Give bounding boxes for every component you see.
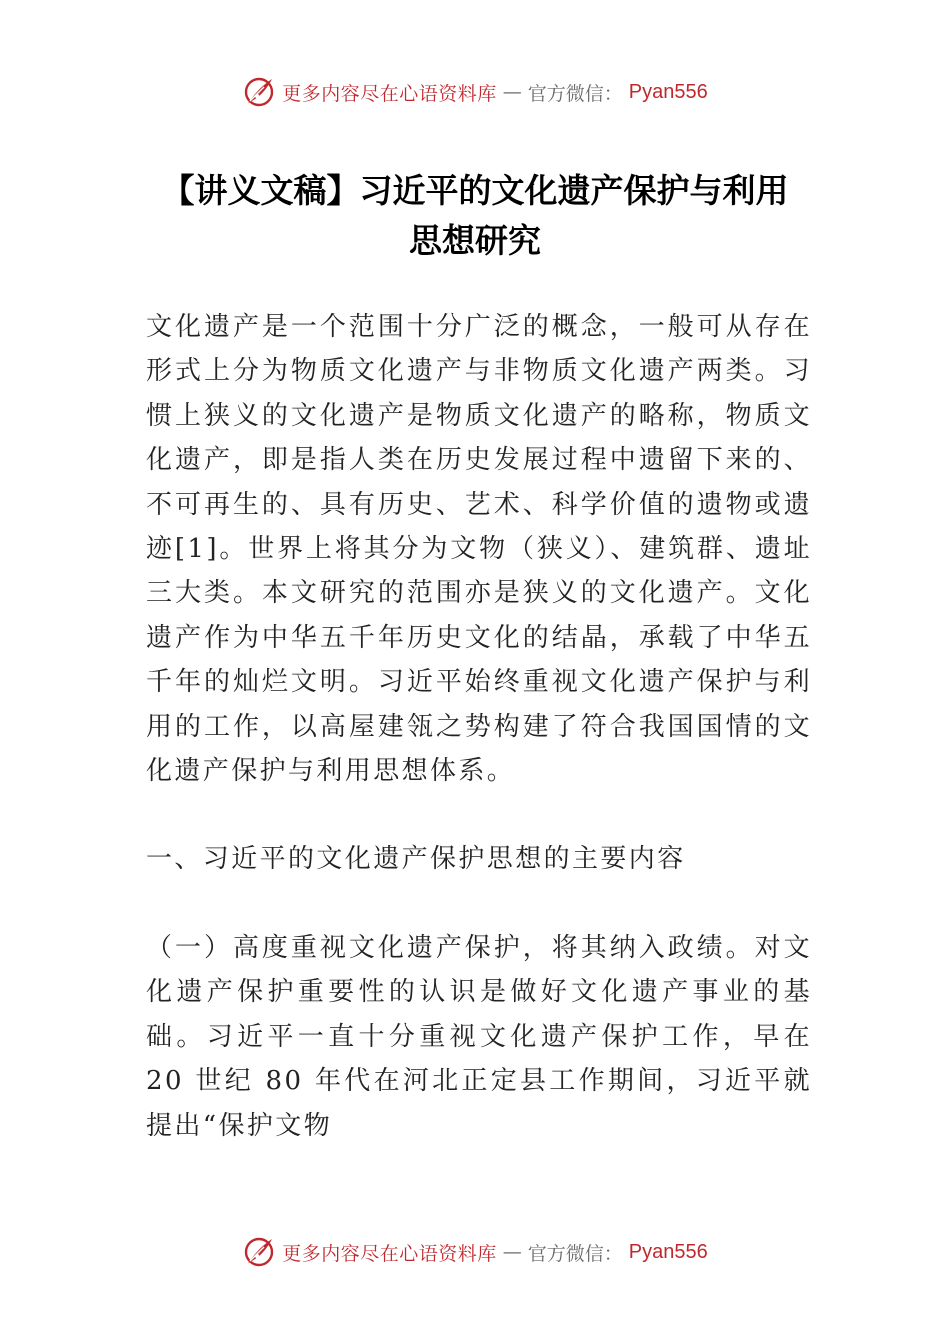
document-body	[146, 305, 812, 1148]
banner-wechat-id: Pyan556	[628, 80, 708, 103]
title-line-2: 思想研究	[409, 221, 541, 260]
quill-logo-icon	[242, 1235, 276, 1269]
banner-text: 更多内容尽在心语资料库	[282, 82, 497, 105]
banner-separator: —	[502, 81, 522, 103]
section-heading-1: 一、习近平的文化遗产保护思想的主要内容	[146, 844, 686, 875]
banner-separator: —	[502, 1241, 522, 1263]
document-title	[120, 166, 830, 266]
banner-text: 更多内容尽在心语资料库	[282, 1242, 497, 1265]
footer-banner	[0, 1232, 950, 1272]
title-line-1: 【讲义文稿】习近平的文化遗产保护与利用	[161, 171, 789, 210]
paragraph-gap	[146, 793, 812, 837]
paragraph-intro: 文化遗产是一个范围十分广泛的概念，一般可从存在形式上分为物质文化遗产与非物质文化遗产两类。习惯上狭义的文化遗产是物质文化遗产的略称，物质文化遗产，即是指人类在历史发展过程中遗留下来的、不可再生的、具有历史、艺术、科学价值的遗物或遗迹[1]。世界上将其分为文物（狭义）、建筑群、遗址三大类。本文研究的范围亦是狭义的文化遗产。文化遗产作为中华五千年历史文化的结晶，承载了中华五千年的灿烂文明。习近平始终重视文化遗产保护与利用的工作，以高屋建瓴之势构建了符合我国国情的文化遗产保护与利用思想体系。	[146, 312, 812, 787]
header-banner	[0, 72, 950, 112]
paragraph-section1-1: （一）高度重视文化遗产保护，将其纳入政绩。对文化遗产保护重要性的认识是做好文化遗产事业的基础。习近平一直十分重视文化遗产保护工作，早在 20 世纪 80 年代在河北正定县工作期间，习近平就提出“保护文物	[146, 932, 812, 1141]
banner-wechat-label: 官方微信：	[527, 82, 623, 105]
paragraph-gap	[146, 882, 812, 926]
banner-wechat-id: Pyan556	[628, 1240, 708, 1263]
quill-logo-icon	[242, 75, 276, 109]
banner-wechat-label: 官方微信：	[527, 1242, 623, 1265]
